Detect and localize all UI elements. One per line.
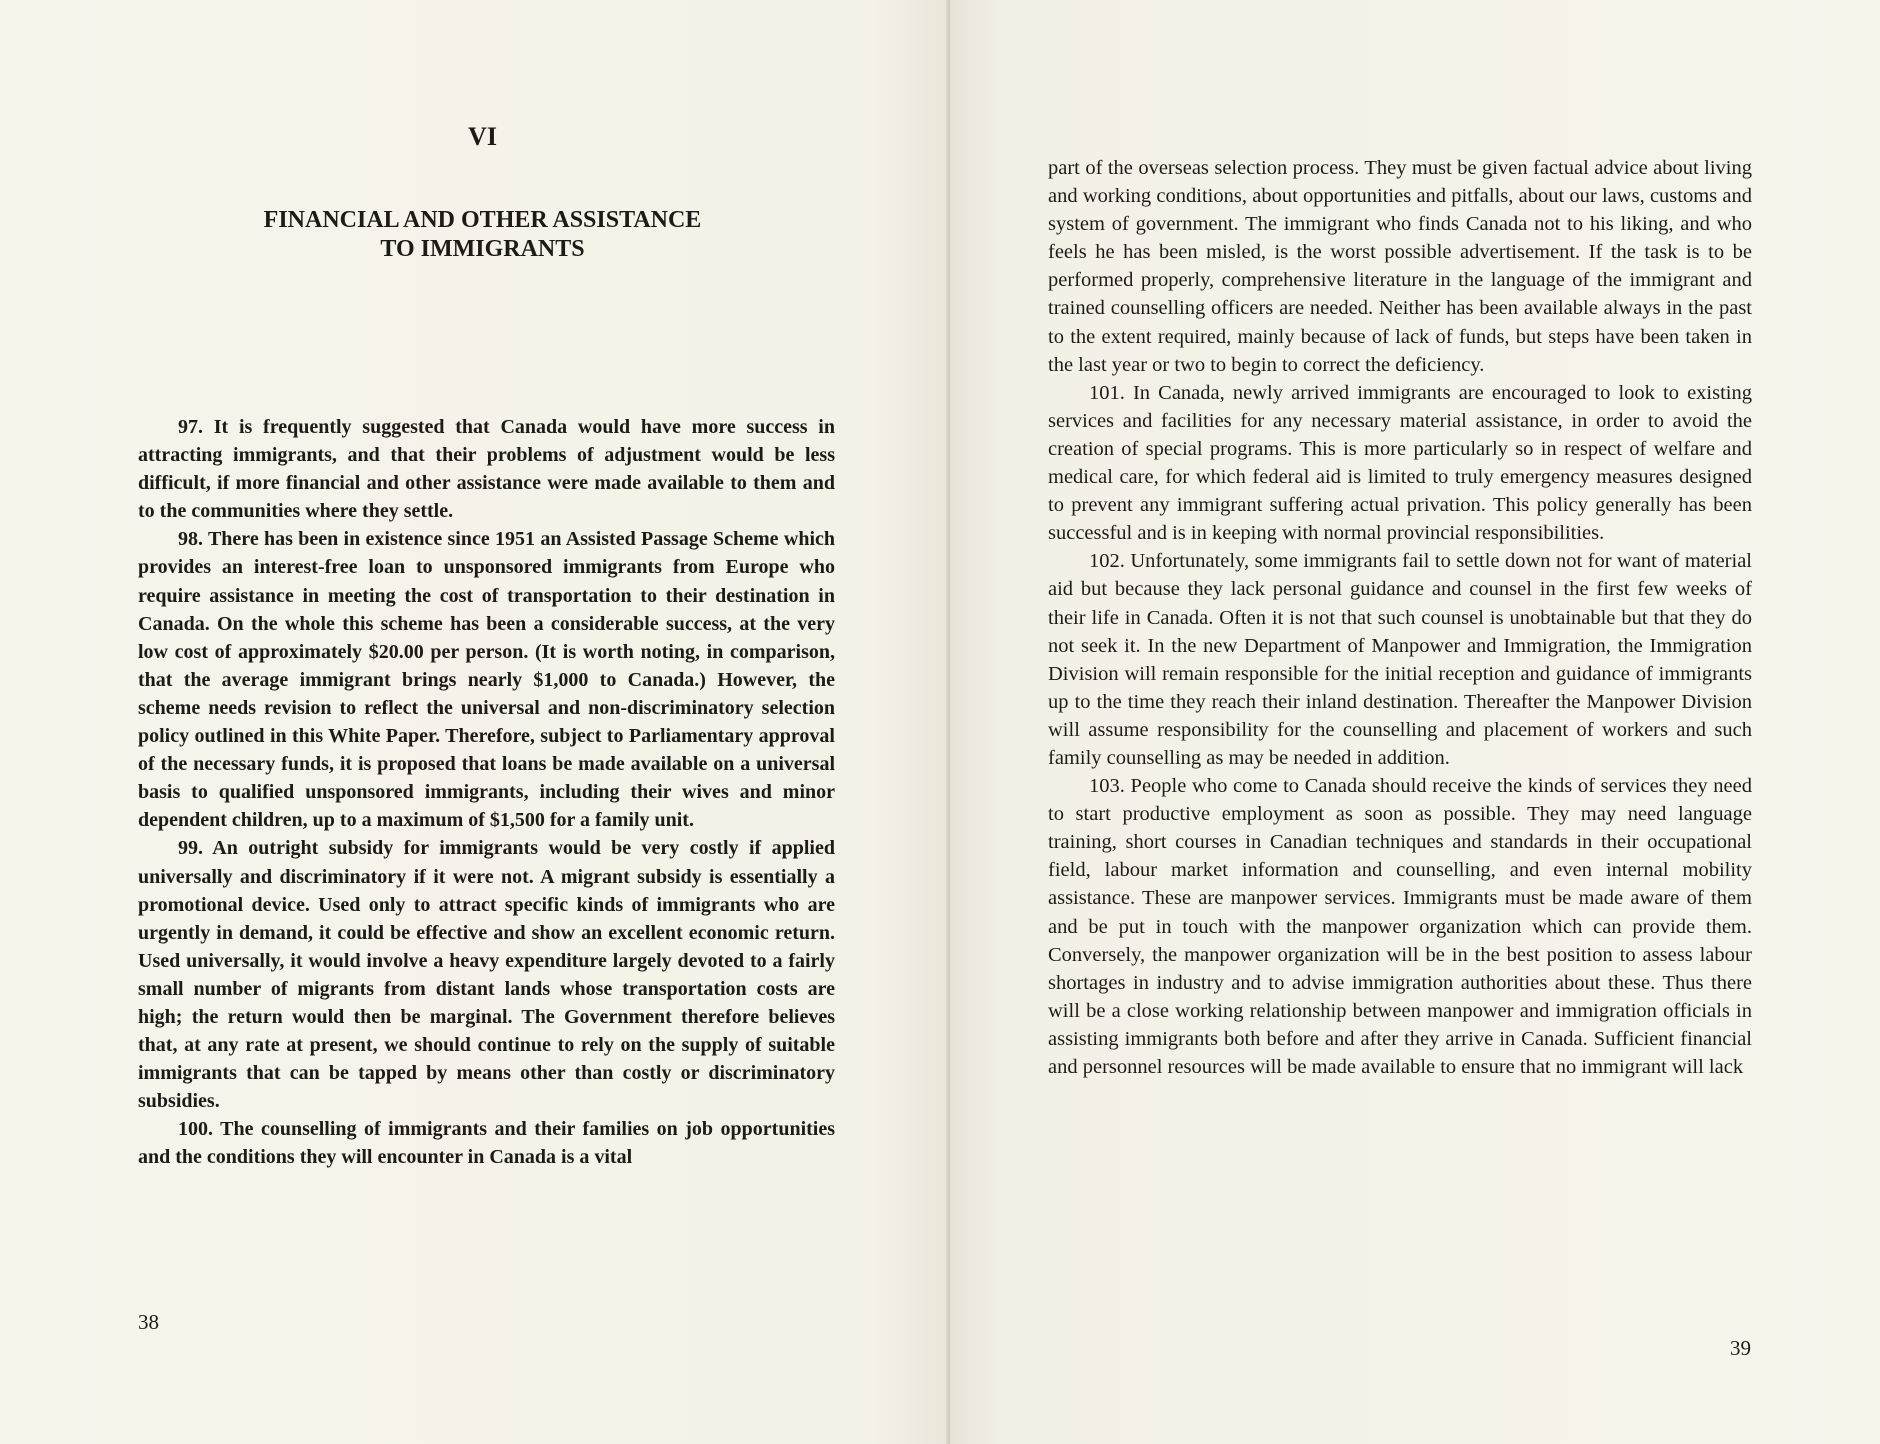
paragraph-98: 98. There has been in existence since 1951 an Assisted Passage Scheme which provides an interest-free loan to unsponsored immigrants from Europe who require assistance in meeting the cost of transportation to their destination in Canada. On the whole this scheme has been a considerable success, at the very low cost of approximately $20.00 per person. (It is worth noting, in comparison, that the average immigrant brings nearly $1,000 to Canada.) However, the scheme needs revision to reflect the universal and non-discriminatory selection policy outlined in this White Paper. Therefore, subject to Parliamentary approval of the necessary funds, it is proposed that loans be made available on a universal basis to qualified unsponsored immigrants, including their wives and minor dependent children, up to a maximum of $1,500 for a family unit. xyxy=(138,528,835,832)
paragraph-97: 97. It is frequently suggested that Canada would have more success in attracting immigrants, and that their problems of adjustment would be less difficult, if more financial and other assistance were made available to them and to the communities where they settle. xyxy=(138,416,835,523)
paragraph-100: 100. The counselling of immigrants and their families on job opportunities and the conditions they will encounter in Canada is a vital xyxy=(138,1118,835,1169)
paragraph-102: 102. Unfortunately, some immigrants fail to settle down not for want of material aid but because they lack personal guidance and counsel in the first few weeks of their life in Canada. Often it is not that such counsel is unobtainable but that they do not seek it. In the new Department of Manpower and Immigration, the Immigration Division will remain responsible for the initial reception and guidance of immigrants up to the time they reach their inland destination. Thereafter the Manpower Division will assume responsibility for the counselling and placement of workers and such family counselling as may be needed in addition. xyxy=(1048,550,1752,769)
paragraph-99: 99. An outright subsidy for immigrants would be very costly if applied universally and discriminatory if it were not. A migrant subsidy is essentially a promotional device. Used only to attract specific kinds of immigrants who are urgently in demand, it could be effective and show an excellent economic return. Used universally, it would involve a heavy expenditure largely devoted to a fairly small number of migrants from distant lands whose transportation costs are high; the return would then be marginal. The Government therefore believes that, at any rate at present, we should continue to rely on the supply of suitable immigrants that can be tapped by means other than costly or discriminatory subsidies. xyxy=(138,837,835,1113)
paragraph-100-continued: part of the overseas selection process. They must be given factual advice about living and working conditions, about opportunities and pitfalls, about our laws, customs and system of government. The immigrant who finds Canada not to his liking, and who feels he has been misled, is the worst possible advertisement. If the task is to be performed properly, comprehensive literature in the language of the immigrant and trained counselling officers are needed. Neither has been available always in the past to the extent required, mainly because of lack of funds, but steps have been taken in the last year or two to begin to correct the deficiency. xyxy=(1048,157,1752,376)
paragraph-103: 103. People who come to Canada should receive the kinds of services they need to start productive employment as soon as possible. They may need language training, short courses in Canadian techniques and standards in their occupational field, labour market information and counselling, and even internal mobility assistance. These are manpower services. Immigrants must be made aware of them and be put in touch with the manpower organization which can provide them. Conversely, the manpower organization will be in the best position to assess labour shortages in industry and to advise immigration authorities about these. Thus there will be a close working relationship between manpower and immigration officials in assisting immigrants both before and after they arrive in Canada. Sufficient financial and personnel resources will be made available to ensure that no immigrant will lack xyxy=(1048,775,1752,1078)
chapter-number: VI xyxy=(468,122,497,151)
chapter-title xyxy=(140,206,825,264)
page-number-right: 39 xyxy=(1730,1336,1751,1360)
paragraph-101: 101. In Canada, newly arrived immigrants are encouraged to look to existing services and facilities for any necessary material assistance, in order to avoid the creation of special programs. This is more particularly so in respect of welfare and medical care, for which federal aid is limited to truly emergency measures designed to prevent any immigrant suffering actual privation. This policy generally has been successful and is in keeping with normal provincial responsibilities. xyxy=(1048,381,1752,545)
right-text-column xyxy=(1048,154,1752,1081)
chapter-title-line-1: FINANCIAL AND OTHER ASSISTANCE xyxy=(263,207,702,233)
page-number-left: 38 xyxy=(138,1310,159,1334)
right-page xyxy=(950,0,1880,1444)
left-text-column xyxy=(138,413,835,1172)
chapter-title-line-2: TO IMMIGRANTS xyxy=(380,236,585,262)
